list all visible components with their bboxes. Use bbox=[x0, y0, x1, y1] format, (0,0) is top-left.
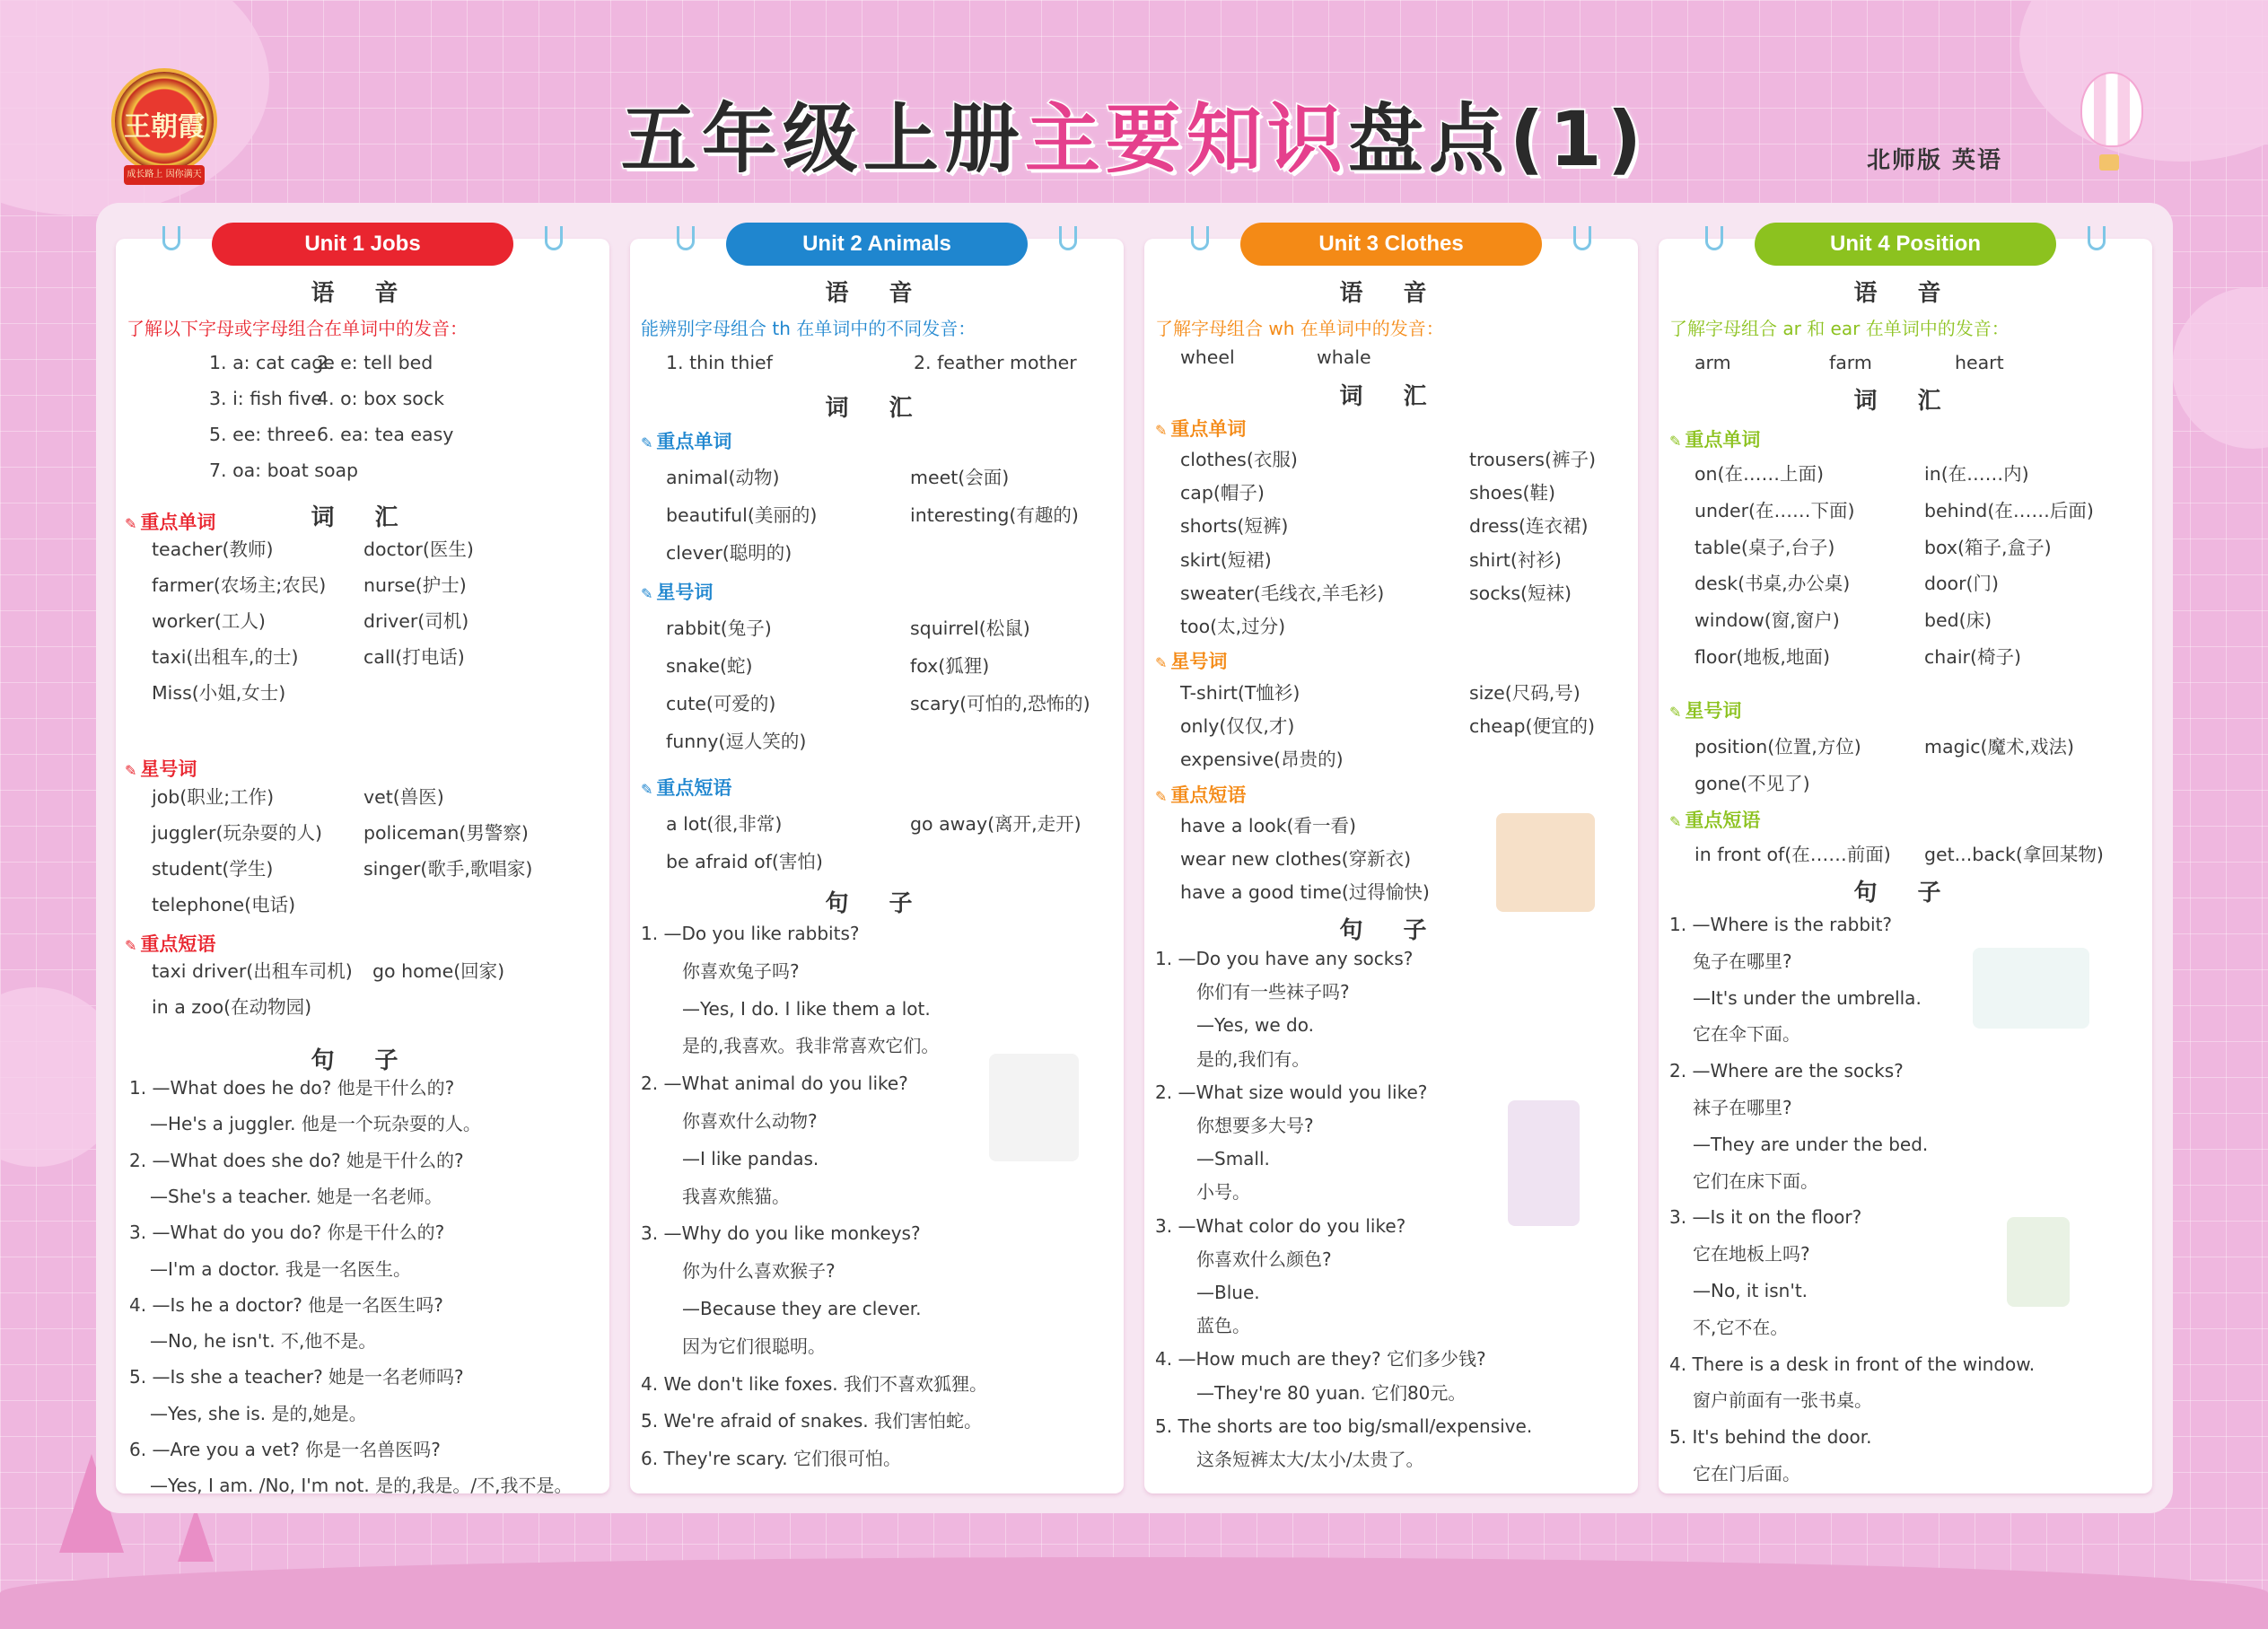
vocab-item: behind(在……后面) bbox=[1924, 499, 2094, 521]
sentence-line: —No, he isn't. 不,他不是。 bbox=[150, 1330, 377, 1353]
pencil-icon: ✎ bbox=[641, 585, 653, 602]
key-words-label-text: 重点单词 bbox=[140, 512, 216, 533]
phonics-intro: 了解字母组合 wh 在单词中的发音： bbox=[1155, 318, 1444, 339]
sentence-line: 4. There is a desk in front of the window. bbox=[1669, 1353, 2036, 1375]
phonics-heading: 语 音 bbox=[1853, 280, 1957, 307]
sentences-heading: 句 子 bbox=[1339, 917, 1443, 944]
panda-illustration bbox=[989, 1054, 1079, 1161]
sentence-line: —Yes, she is. 是的,她是。 bbox=[150, 1402, 367, 1424]
sentence-line: 4. We don't like foxes. 我们不喜欢狐狸。 bbox=[641, 1372, 987, 1395]
pencil-icon: ✎ bbox=[1669, 433, 1682, 450]
sentence-line: 它们在床下面。 bbox=[1693, 1169, 1818, 1192]
phonics-item: heart bbox=[1955, 352, 2004, 373]
phrase-item: a lot(很,非常) bbox=[666, 813, 783, 835]
vocab-item: nurse(护士) bbox=[363, 574, 467, 596]
pencil-icon: ✎ bbox=[125, 762, 137, 779]
phrases-label-text: 重点短语 bbox=[656, 777, 732, 799]
sentence-line: 3. —What do you do? 你是干什么的? bbox=[129, 1222, 445, 1244]
sentence-line: 它在伞下面。 bbox=[1693, 1023, 1800, 1046]
phrases-label-text: 重点短语 bbox=[1685, 810, 1761, 831]
unit-card-1 bbox=[116, 232, 609, 1497]
star-words-label-text: 星号词 bbox=[656, 582, 714, 603]
hot-air-balloon-icon bbox=[2080, 72, 2143, 147]
sentence-line: 窗户前面有一张书桌。 bbox=[1693, 1389, 1872, 1412]
room-illustration bbox=[1973, 948, 2089, 1029]
logo-text: 王朝霞 bbox=[124, 111, 205, 143]
vocab-item: size(尺码,号) bbox=[1469, 682, 1581, 704]
hill-decoration bbox=[0, 1557, 2268, 1629]
vocab-item: policeman(男警察) bbox=[363, 822, 529, 844]
key-words-label bbox=[641, 427, 731, 454]
phonics-item: 5. ee: three bbox=[209, 424, 316, 445]
vocab-item: shoes(鞋) bbox=[1469, 482, 1556, 504]
phonics-item: arm bbox=[1694, 352, 1731, 373]
sentence-line: 2. —What does she do? 她是干什么的? bbox=[129, 1149, 464, 1171]
unit-title: Unit 2 Animals bbox=[726, 223, 1028, 266]
vocab-item: window(窗,窗户) bbox=[1694, 609, 1840, 632]
sentence-line: —Yes, I am. /No, I'm not. 是的,我是。/不,我不是。 bbox=[150, 1475, 573, 1497]
sentence-line: 3. —Why do you like monkeys? bbox=[641, 1222, 921, 1245]
vocab-item: socks(短袜) bbox=[1469, 582, 1572, 604]
vocab-item: T-shirt(T恤衫) bbox=[1180, 682, 1300, 704]
vocab-item: desk(书桌,办公桌) bbox=[1694, 573, 1851, 595]
sentence-line: 因为它们很聪明。 bbox=[682, 1335, 826, 1357]
star-words-label-text: 星号词 bbox=[1685, 700, 1742, 722]
sentence-line: 不,它不在。 bbox=[1693, 1316, 1789, 1338]
unit-title: Unit 3 Clothes bbox=[1240, 223, 1542, 266]
unit-card-4 bbox=[1659, 232, 2152, 1493]
vocab-item: meet(会面) bbox=[910, 467, 1010, 488]
girl-illustration bbox=[1508, 1100, 1580, 1226]
binder-hook-icon bbox=[1191, 226, 1209, 250]
vocab-item: expensive(昂贵的) bbox=[1180, 749, 1344, 771]
sentence-line: 你喜欢兔子吗? bbox=[682, 959, 800, 982]
binder-hook-icon bbox=[2088, 226, 2106, 250]
vocabulary-heading: 词 汇 bbox=[825, 395, 929, 422]
vocab-item: cheap(便宜的) bbox=[1469, 715, 1595, 738]
plant-illustration bbox=[2007, 1217, 2070, 1307]
sentence-line: 你为什么喜欢猴子? bbox=[682, 1260, 836, 1283]
pencil-icon: ✎ bbox=[125, 515, 137, 532]
phrase-item: get...back(拿回某物) bbox=[1924, 844, 2104, 865]
cloud-decoration bbox=[2172, 287, 2268, 449]
key-words-label-text: 重点单词 bbox=[1685, 429, 1761, 451]
vocab-item: shorts(短裤) bbox=[1180, 515, 1289, 538]
vocab-item: rabbit(兔子) bbox=[666, 617, 772, 639]
sentence-line: —She's a teacher. 她是一名老师。 bbox=[150, 1185, 443, 1207]
phonics-intro: 了解字母组合 ar 和 ear 在单词中的发音： bbox=[1669, 318, 2010, 339]
sentence-line: 它在地板上吗? bbox=[1693, 1243, 1810, 1266]
vocab-item: trousers(裤子) bbox=[1469, 449, 1596, 470]
phrases-label bbox=[1155, 781, 1246, 808]
star-words-label-text: 星号词 bbox=[1170, 651, 1228, 672]
vocab-item: table(桌子,台子) bbox=[1694, 536, 1835, 558]
star-words-label bbox=[125, 755, 197, 782]
sentence-line: 5. We're afraid of snakes. 我们害怕蛇。 bbox=[641, 1410, 982, 1432]
sentence-line: 小号。 bbox=[1196, 1181, 1250, 1204]
key-words-label-text: 重点单词 bbox=[656, 431, 732, 452]
phrase-item: wear new clothes(穿新衣) bbox=[1180, 848, 1412, 871]
vocab-item: animal(动物) bbox=[666, 467, 780, 488]
vocab-item: juggler(玩杂耍的人) bbox=[152, 822, 322, 844]
key-words-label bbox=[125, 508, 215, 535]
pencil-icon: ✎ bbox=[641, 781, 653, 798]
sentences-heading: 句 子 bbox=[311, 1047, 415, 1074]
sentence-line: 1. —Do you like rabbits? bbox=[641, 923, 860, 944]
phrases-label bbox=[125, 930, 215, 957]
sentences-heading: 句 子 bbox=[825, 890, 929, 917]
phonics-item: wheel bbox=[1180, 346, 1235, 368]
sentence-line: —No, it isn't. bbox=[1693, 1280, 1808, 1301]
phrase-item: in a zoo(在动物园) bbox=[152, 996, 312, 1018]
vocab-item: beautiful(美丽的) bbox=[666, 504, 818, 526]
vocab-item: cap(帽子) bbox=[1180, 482, 1265, 504]
vocab-item: bed(床) bbox=[1924, 609, 1992, 632]
vocabulary-heading: 词 汇 bbox=[311, 504, 415, 531]
phonics-heading: 语 音 bbox=[311, 280, 415, 307]
unit-card-3 bbox=[1144, 232, 1638, 1493]
sentence-line: —Because they are clever. bbox=[682, 1298, 922, 1319]
vocab-item: teacher(教师) bbox=[152, 539, 274, 560]
vocab-item: box(箱子,盒子) bbox=[1924, 536, 2052, 558]
vocab-item: squirrel(松鼠) bbox=[910, 617, 1030, 639]
vocab-item: doctor(医生) bbox=[363, 539, 474, 560]
sentence-line: —It's under the umbrella. bbox=[1693, 986, 1922, 1009]
key-words-label-text: 重点单词 bbox=[1170, 418, 1247, 440]
wardrobe-illustration bbox=[1496, 813, 1595, 912]
phonics-item: 4. o: box sock bbox=[317, 388, 444, 409]
vocab-item: taxi(出租车,的士) bbox=[152, 646, 299, 668]
sentence-line: 5. The shorts are too big/small/expensive. bbox=[1155, 1414, 1533, 1437]
phonics-heading: 语 音 bbox=[825, 280, 929, 307]
phonics-intro: 能辨别字母组合 th 在单词中的不同发音： bbox=[641, 318, 976, 339]
vocab-item: too(太,过分) bbox=[1180, 616, 1286, 637]
vocab-item: interesting(有趣的) bbox=[910, 504, 1079, 526]
phrases-label bbox=[1669, 806, 1760, 833]
phrases-label bbox=[641, 774, 731, 801]
sentence-line: 兔子在哪里? bbox=[1693, 950, 1792, 972]
pencil-icon: ✎ bbox=[641, 434, 653, 451]
vocab-item: floor(地板,地面) bbox=[1694, 646, 1830, 668]
binder-hook-icon bbox=[677, 226, 695, 250]
binder-hook-icon bbox=[545, 226, 563, 250]
binder-hook-icon bbox=[1705, 226, 1723, 250]
vocabulary-heading: 词 汇 bbox=[1339, 383, 1443, 410]
sentence-line: 3. —Is it on the floor? bbox=[1669, 1206, 1862, 1229]
title-part-2: 盘点(1) bbox=[1347, 95, 1648, 183]
phrase-item: have a good time(过得愉快) bbox=[1180, 881, 1430, 904]
phonics-item: 1. a: cat cage bbox=[209, 352, 335, 373]
vocab-item: snake(蛇) bbox=[666, 655, 753, 677]
sentence-line: —I'm a doctor. 我是一名医生。 bbox=[150, 1257, 411, 1280]
sentence-line: 1. —Where is the rabbit? bbox=[1669, 914, 1893, 935]
vocab-item: clever(聪明的) bbox=[666, 542, 792, 564]
sentence-line: —I like pandas. bbox=[682, 1147, 819, 1169]
phrase-item: go away(离开,走开) bbox=[910, 813, 1081, 835]
pencil-icon: ✎ bbox=[1155, 422, 1168, 439]
phrases-label-text: 重点短语 bbox=[140, 933, 216, 955]
vocab-item: vet(兽医) bbox=[363, 786, 444, 808]
vocab-item: job(职业;工作) bbox=[152, 786, 275, 808]
binder-hook-icon bbox=[162, 226, 180, 250]
sentence-line: 是的,我喜欢。我非常喜欢它们。 bbox=[682, 1035, 940, 1057]
vocab-item: door(门) bbox=[1924, 573, 2000, 595]
pencil-icon: ✎ bbox=[1155, 788, 1168, 805]
phrases-label-text: 重点短语 bbox=[1170, 784, 1247, 806]
unit-title: Unit 1 Jobs bbox=[212, 223, 513, 266]
binder-hook-icon bbox=[1059, 226, 1077, 250]
vocab-item: cute(可爱的) bbox=[666, 693, 776, 714]
unit-card-2 bbox=[630, 232, 1124, 1493]
vocab-item: worker(工人) bbox=[152, 610, 266, 632]
star-words-label bbox=[1669, 696, 1741, 723]
vocab-item: dress(连衣裙) bbox=[1469, 515, 1589, 538]
phonics-item: 1. thin thief bbox=[666, 352, 773, 373]
phonics-intro: 了解以下字母或字母组合在单词中的发音： bbox=[127, 318, 468, 339]
phonics-heading: 语 音 bbox=[1339, 280, 1443, 307]
vocab-item: skirt(短裙) bbox=[1180, 548, 1272, 571]
unit-title: Unit 4 Position bbox=[1755, 223, 2056, 266]
balloon-basket-icon bbox=[2099, 154, 2119, 171]
phrase-item: taxi driver(出租车司机) bbox=[152, 960, 353, 982]
sentence-line: 你们有一些袜子吗? bbox=[1196, 981, 1350, 1003]
vocab-item: sweater(毛线衣,羊毛衫) bbox=[1180, 582, 1385, 604]
pencil-icon: ✎ bbox=[125, 937, 137, 954]
sentence-line: —They are under the bed. bbox=[1693, 1133, 1929, 1155]
title-part-1: 五年级上册 bbox=[620, 95, 1025, 183]
pencil-icon: ✎ bbox=[1669, 813, 1682, 830]
sentence-line: 6. —Are you a vet? 你是一名兽医吗? bbox=[129, 1439, 441, 1460]
vocab-item: singer(歌手,歌唱家) bbox=[363, 858, 533, 880]
pencil-icon: ✎ bbox=[1669, 704, 1682, 721]
binder-hook-icon bbox=[1573, 226, 1591, 250]
sentence-line: —Small. bbox=[1196, 1148, 1270, 1170]
title-highlight: 主要知识 bbox=[1024, 95, 1348, 183]
star-words-label bbox=[1155, 647, 1227, 674]
sentence-line: 你喜欢什么颜色? bbox=[1196, 1248, 1332, 1270]
sentence-line: —They're 80 yuan. 它们80元。 bbox=[1196, 1381, 1467, 1404]
vocab-item: clothes(衣服) bbox=[1180, 449, 1298, 470]
vocab-item: magic(魔术,戏法) bbox=[1924, 736, 2075, 758]
vocab-item: only(仅仅,才) bbox=[1180, 715, 1295, 738]
key-words-label bbox=[1155, 415, 1246, 442]
edition-label: 北师版 英语 bbox=[1867, 147, 2003, 174]
pencil-icon: ✎ bbox=[1155, 654, 1168, 671]
vocab-item: call(打电话) bbox=[363, 646, 465, 668]
sentence-line: 2. —What animal do you like? bbox=[641, 1073, 908, 1095]
sentence-line: 4. —Is he a doctor? 他是一名医生吗? bbox=[129, 1293, 443, 1316]
vocab-item: fox(狐狸) bbox=[910, 655, 990, 677]
sentence-line: —Blue. bbox=[1196, 1282, 1260, 1303]
sentence-line: 我喜欢熊猫。 bbox=[682, 1185, 790, 1207]
sentence-line: —Yes, I do. I like them a lot. bbox=[682, 997, 931, 1020]
vocab-item: shirt(衬衫) bbox=[1469, 548, 1562, 571]
vocab-item: on(在……上面) bbox=[1694, 463, 1825, 485]
sentence-line: 5. It's behind the door. bbox=[1669, 1426, 1872, 1449]
vocab-item: Miss(小姐,女士) bbox=[152, 682, 286, 704]
sentence-line: 它在门后面。 bbox=[1693, 1463, 1800, 1484]
phonics-item: 2. e: tell bed bbox=[317, 352, 433, 373]
phonics-item: 7. oa: boat soap bbox=[209, 460, 359, 481]
vocab-item: telephone(电话) bbox=[152, 894, 296, 915]
star-words-label bbox=[641, 578, 713, 605]
key-words-label bbox=[1669, 425, 1760, 452]
sentence-line: —Yes, we do. bbox=[1196, 1014, 1314, 1037]
sentence-line: 蓝色。 bbox=[1196, 1315, 1250, 1337]
phonics-item: whale bbox=[1317, 346, 1371, 368]
phrase-item: in front of(在……前面) bbox=[1694, 844, 1891, 865]
vocab-item: funny(逗人笑的) bbox=[666, 731, 807, 752]
vocab-item: chair(椅子) bbox=[1924, 646, 2021, 668]
sentence-line: 1. —What does he do? 他是干什么的? bbox=[129, 1077, 455, 1099]
sentence-line: 6. They're scary. 它们很可怕。 bbox=[641, 1448, 902, 1470]
vocab-item: driver(司机) bbox=[363, 610, 469, 632]
vocab-item: farmer(农场主;农民) bbox=[152, 574, 327, 596]
phonics-item: 3. i: fish five bbox=[209, 388, 322, 409]
sentence-line: 你喜欢什么动物? bbox=[682, 1110, 818, 1132]
vocab-item: under(在……下面) bbox=[1694, 499, 1855, 521]
vocabulary-heading: 词 汇 bbox=[1853, 388, 1957, 415]
sentence-line: 2. —Where are the socks? bbox=[1669, 1060, 1904, 1082]
phonics-item: 6. ea: tea easy bbox=[317, 424, 454, 445]
vocab-item: gone(不见了) bbox=[1694, 772, 1810, 794]
star-words-label-text: 星号词 bbox=[140, 758, 197, 780]
vocab-item: in(在……内) bbox=[1924, 463, 2029, 485]
sentence-line: 是的,我们有。 bbox=[1196, 1047, 1310, 1070]
sentence-line: 4. —How much are they? 它们多少钱? bbox=[1155, 1348, 1486, 1371]
sentence-line: 你想要多大号? bbox=[1196, 1115, 1314, 1136]
sentence-line: 1. —Do you have any socks? bbox=[1155, 948, 1414, 969]
vocab-item: scary(可怕的,恐怖的) bbox=[910, 693, 1090, 714]
logo-ribbon: 成长路上 因你满天 bbox=[124, 165, 205, 185]
sentences-heading: 句 子 bbox=[1853, 880, 1957, 906]
tree-icon bbox=[178, 1508, 214, 1562]
sentence-line: 这条短裤太大/太小/太贵了。 bbox=[1196, 1449, 1424, 1470]
vocab-item: student(学生) bbox=[152, 858, 274, 880]
phonics-item: farm bbox=[1829, 352, 1872, 373]
phrase-item: have a look(看一看) bbox=[1180, 815, 1357, 836]
sentence-line: 袜子在哪里? bbox=[1693, 1097, 1792, 1118]
phrase-item: be afraid of(害怕) bbox=[666, 851, 823, 872]
sentence-line: 2. —What size would you like? bbox=[1155, 1081, 1428, 1103]
sentence-line: 3. —What color do you like? bbox=[1155, 1214, 1406, 1237]
phrase-item: go home(回家) bbox=[372, 960, 505, 982]
phonics-item: 2. feather mother bbox=[914, 352, 1077, 373]
sentence-line: 5. —Is she a teacher? 她是一名老师吗? bbox=[129, 1366, 464, 1388]
vocab-item: position(位置,方位) bbox=[1694, 736, 1861, 758]
sentence-line: —He's a juggler. 他是一个玩杂耍的人。 bbox=[150, 1113, 481, 1135]
